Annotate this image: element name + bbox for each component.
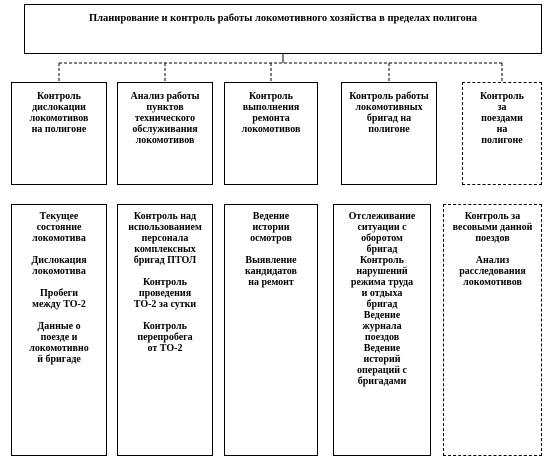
box-text-line: поезде и xyxy=(40,332,78,343)
box-text-line: полигоне xyxy=(368,124,410,135)
box-text-line: проведения xyxy=(138,288,192,299)
box-text-line: выполнения xyxy=(242,102,300,113)
box-text-line: Ведение xyxy=(363,343,401,354)
box-text-line: Ведение xyxy=(252,211,290,222)
root-box xyxy=(24,4,542,54)
box-text-line: Пробеги xyxy=(40,288,78,299)
box-text-line: бригад на xyxy=(366,113,412,124)
box-text-line: режима труда xyxy=(350,277,414,288)
level2-box-3 xyxy=(224,82,318,185)
box-text-line: локомотива xyxy=(32,233,86,244)
box-text-line: пунктов xyxy=(146,102,184,113)
root-title: Планирование и контроль работы локомотивного хозяйства в пределах полигона xyxy=(88,13,478,24)
box-text-line: Анализ xyxy=(475,255,510,266)
box-text-line: и отдыха xyxy=(361,288,403,299)
level3-box-3 xyxy=(224,204,318,456)
box-text-line: поездами xyxy=(481,113,523,124)
box-text-line: обслуживания xyxy=(132,124,198,135)
box-text-line: перепробега xyxy=(137,332,193,343)
box-text-line: расследования xyxy=(459,266,526,277)
box-text-line: от ТО-2 xyxy=(147,343,183,354)
box-text-line: поездов xyxy=(475,233,510,244)
box-text-line: ремонта xyxy=(252,113,290,124)
level3-box-5 xyxy=(443,204,542,456)
box-text-line: Выявление xyxy=(245,255,297,266)
level3-box-2 xyxy=(117,204,213,456)
box-text-line: локомотивов xyxy=(463,277,522,288)
box-text-line: локомотивов xyxy=(135,135,195,146)
box-text-line: оборотом xyxy=(361,233,403,244)
box-text-line: Контроль xyxy=(37,91,81,102)
level2-box-5 xyxy=(462,82,542,185)
box-text-line: осмотров xyxy=(250,233,292,244)
box-text-line: нарушений xyxy=(356,266,408,277)
box-text-line: Контроль xyxy=(249,91,293,102)
box-text-line: журнала xyxy=(362,321,402,332)
box-text-line: Данные о xyxy=(37,321,81,332)
box-text-line: между ТО-2 xyxy=(32,299,86,310)
box-text-line: й бригаде xyxy=(37,354,81,365)
box-text-line: Контроль xyxy=(480,91,524,102)
box-text-line: бригад ПТОЛ xyxy=(133,255,197,266)
box-text-line: ТО-2 за сутки xyxy=(133,299,197,310)
box-text-line: историй xyxy=(363,354,401,365)
box-text-line: Анализ работы xyxy=(130,91,200,102)
box-text-line: ситуации с xyxy=(357,222,407,233)
box-text-line: локомотивных xyxy=(355,102,423,113)
box-text-line: бригадами xyxy=(357,376,407,387)
level2-box-2 xyxy=(117,82,213,185)
box-text-line: на xyxy=(496,124,508,135)
box-text-line: Контроль xyxy=(360,255,404,266)
level3-box-1 xyxy=(11,204,107,456)
box-text-line: дислокации xyxy=(32,102,86,113)
box-text-line: на полигоне xyxy=(31,124,87,135)
level2-box-1 xyxy=(11,82,107,185)
box-text-line: истории xyxy=(252,222,290,233)
box-text-line: Контроль xyxy=(143,277,187,288)
box-text-line: полигоне xyxy=(481,135,523,146)
box-text-line: Дислокация xyxy=(31,255,87,266)
box-text-line: использованием xyxy=(128,222,202,233)
box-text-line: локомотивно xyxy=(29,343,89,354)
box-text-line: локомотива xyxy=(32,266,86,277)
box-text-line: за xyxy=(497,102,507,113)
box-text-line: Контроль работы xyxy=(349,91,429,102)
level3-box-4 xyxy=(333,204,431,456)
box-text-line: Текущее xyxy=(39,211,79,222)
box-text-line: персонала xyxy=(141,233,189,244)
box-text-line: технического xyxy=(134,113,196,124)
box-text-line: комплексных xyxy=(134,244,196,255)
box-text-line: локомотивов xyxy=(241,124,301,135)
box-text-line: бригад xyxy=(366,299,398,310)
box-text-line: Отслеживание xyxy=(348,211,416,222)
box-text-line: Ведение xyxy=(363,310,401,321)
box-text-line: операций с xyxy=(357,365,407,376)
box-text-line: поездов xyxy=(364,332,400,343)
box-text-line: Контроль над xyxy=(133,211,197,222)
box-text-line: весовыми данной xyxy=(452,222,533,233)
box-text-line: кандидатов xyxy=(245,266,297,277)
box-text-line: бригад xyxy=(366,244,398,255)
box-text-line: локомотивов xyxy=(29,113,89,124)
level2-box-4 xyxy=(341,82,437,185)
box-text-line: Контроль за xyxy=(464,211,521,222)
box-text-line: на ремонт xyxy=(248,277,294,288)
box-text-line: состояние xyxy=(36,222,82,233)
box-text-line: Контроль xyxy=(143,321,187,332)
